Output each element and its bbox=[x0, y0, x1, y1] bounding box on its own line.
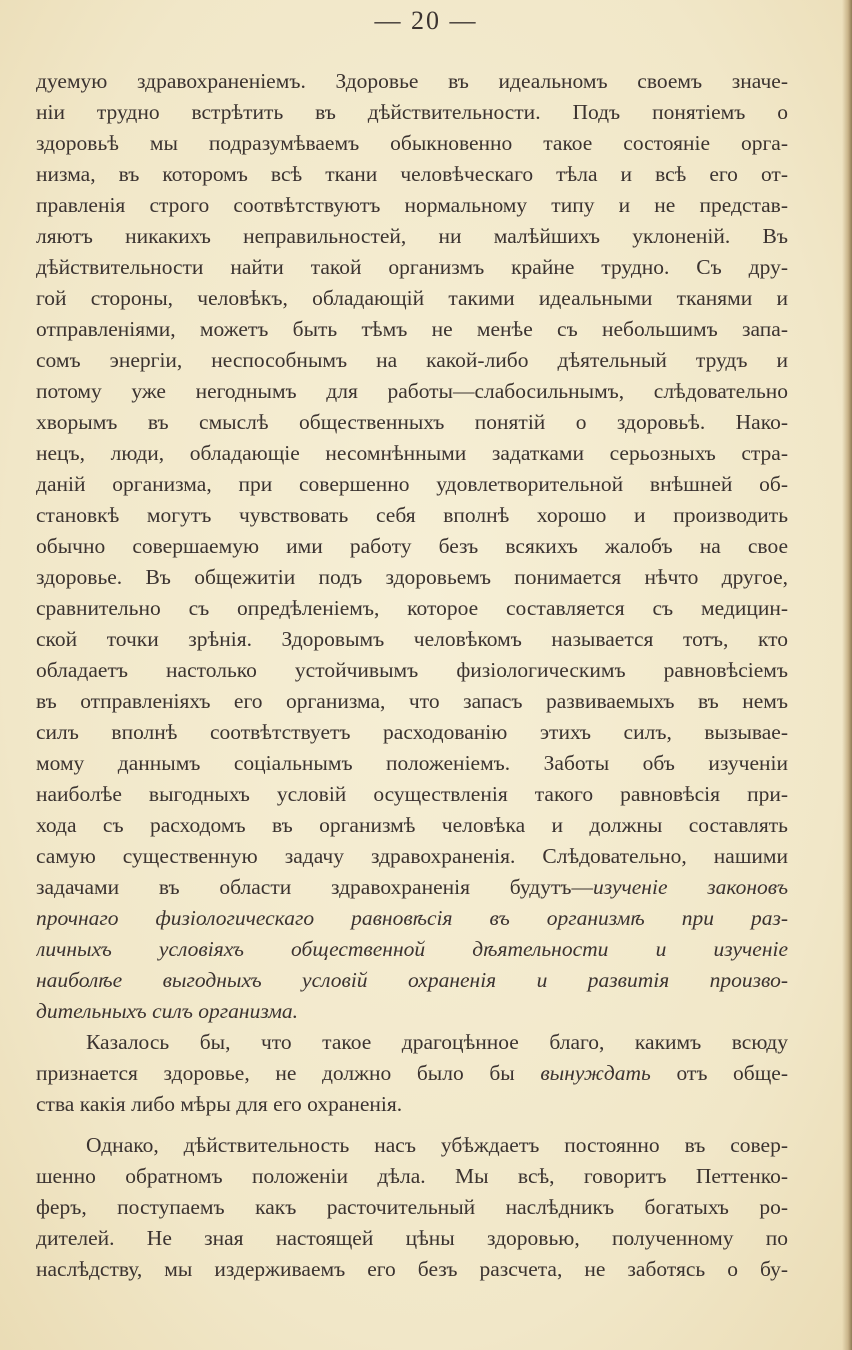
text-line bbox=[36, 593, 788, 624]
text-line-italic: изученіе законовъ bbox=[592, 875, 788, 899]
text-line-plain: обычно совершаемую ими работу безъ всякихъ жалобъ на свое bbox=[36, 534, 788, 558]
text-line-plain: наиболѣе выгодныхъ условій осуществленія такого равновѣсія при- bbox=[36, 782, 788, 806]
text-line-plain: дителей. Не зная настоящей цѣны здоровью, полученному по bbox=[36, 1226, 788, 1250]
text-line-plain: даній организма, при совершенно удовлетворительной внѣшней об- bbox=[36, 472, 788, 496]
text-line bbox=[36, 1254, 788, 1285]
text-line-plain: ской точки зрѣнія. Здоровымъ человѣкомъ называется тотъ, кто bbox=[36, 627, 788, 651]
text-line bbox=[36, 1223, 788, 1254]
text-line bbox=[36, 531, 788, 562]
text-line-plain: самую существенную задачу здравохраненія. Слѣдовательно, нашими bbox=[36, 844, 788, 868]
text-line-plain: правленія строго соотвѣтствуютъ нормальному типу и не представ- bbox=[36, 193, 788, 217]
text-line bbox=[36, 438, 788, 469]
text-line-plain: потому уже негоднымъ для работы—слабосильнымъ, слѣдовательно bbox=[36, 379, 788, 403]
text-line-plain: шенно обратномъ положеніи дѣла. Мы всѣ, говоритъ Петтенко- bbox=[36, 1164, 788, 1188]
text-line-plain: низма, въ которомъ всѣ ткани человѣческаго тѣла и всѣ его от- bbox=[36, 162, 788, 186]
text-line bbox=[36, 376, 788, 407]
text-line bbox=[36, 655, 788, 686]
text-line bbox=[36, 1027, 788, 1058]
text-line bbox=[36, 252, 788, 283]
text-line-plain: хода съ расходомъ въ организмѣ человѣка и должны составлять bbox=[36, 813, 788, 837]
text-line bbox=[36, 965, 788, 996]
text-line-plain: обладаетъ настолько устойчивымъ физіологическимъ равновѣсіемъ bbox=[36, 658, 788, 682]
text-line bbox=[36, 717, 788, 748]
text-line-plain: Казалось бы, что такое драгоцѣнное благо, какимъ всюду bbox=[86, 1030, 788, 1054]
text-line bbox=[36, 1161, 788, 1192]
text-line-italic: наиболѣе выгодныхъ условій охраненія и развитія произво- bbox=[36, 968, 788, 992]
text-line bbox=[36, 903, 788, 934]
text-line bbox=[36, 686, 788, 717]
text-line-plain: мому даннымъ соціальнымъ положеніемъ. Заботы объ изученіи bbox=[36, 751, 788, 775]
text-line-italic: прочнаго физіологическаго равновѣсія въ организмѣ при раз- bbox=[36, 906, 788, 930]
text-line bbox=[36, 159, 788, 190]
text-line-italic: дительныхъ силъ организма. bbox=[36, 999, 299, 1023]
text-line bbox=[36, 283, 788, 314]
text-line bbox=[36, 1058, 788, 1089]
text-line bbox=[36, 562, 788, 593]
text-line bbox=[36, 190, 788, 221]
text-line-after: отъ обще- bbox=[650, 1061, 788, 1085]
text-line bbox=[36, 345, 788, 376]
text-line-italic: личныхъ условіяхъ общественной дѣятельности и изученіе bbox=[36, 937, 788, 961]
text-line-plain: дѣйствительности найти такой организмъ крайне трудно. Съ дру- bbox=[36, 255, 788, 279]
text-line bbox=[36, 407, 788, 438]
text-line bbox=[36, 314, 788, 345]
text-line-plain: гой стороны, человѣкъ, обладающій такими идеальными тканями и bbox=[36, 286, 788, 310]
text-line bbox=[36, 1130, 788, 1161]
text-line bbox=[36, 1192, 788, 1223]
text-line-plain: наслѣдству, мы издерживаемъ его безъ разсчета, не заботясь о бу- bbox=[36, 1257, 788, 1281]
text-line-plain: здоровье. Въ общежитіи подъ здоровьемъ понимается нѣчто другое, bbox=[36, 565, 788, 589]
text-line-plain: нецъ, люди, обладающіе несомнѣнными задатками серьозныхъ стра- bbox=[36, 441, 788, 465]
text-line-plain: въ отправленіяхъ его организма, что запасъ развиваемыхъ въ немъ bbox=[36, 689, 788, 713]
text-line bbox=[36, 996, 788, 1027]
text-line bbox=[36, 66, 788, 97]
text-line bbox=[36, 221, 788, 252]
text-line-italic: вынуждать bbox=[540, 1061, 651, 1085]
text-line bbox=[36, 810, 788, 841]
page-edge bbox=[842, 0, 852, 1350]
text-line-plain: ства какія либо мѣры для его охраненія. bbox=[36, 1092, 403, 1116]
text-line-plain: феръ, поступаемъ какъ расточительный наслѣдникъ богатыхъ ро- bbox=[36, 1195, 788, 1219]
text-line-plain: сравнительно съ опредѣленіемъ, которое составляется съ медицин- bbox=[36, 596, 788, 620]
text-line bbox=[36, 779, 788, 810]
text-line-plain: становкѣ могутъ чувствовать себя вполнѣ хорошо и производить bbox=[36, 503, 788, 527]
text-line bbox=[36, 748, 788, 779]
text-line-plain: сомъ энергіи, неспособнымъ на какой-либо дѣятельный трудъ и bbox=[36, 348, 788, 372]
text-line bbox=[36, 872, 788, 903]
page-number: — 20 — bbox=[374, 6, 478, 35]
text-line bbox=[36, 469, 788, 500]
text-line-plain: признается здоровье, не должно было бы bbox=[36, 1061, 541, 1085]
text-line-plain: хворымъ въ смыслѣ общественныхъ понятій о здоровьѣ. Нако- bbox=[36, 410, 788, 434]
text-line bbox=[36, 934, 788, 965]
text-line-plain: силъ вполнѣ соотвѣтствуетъ расходованію этихъ силъ, вызывае- bbox=[36, 720, 788, 744]
text-line bbox=[36, 1089, 788, 1120]
text-line bbox=[36, 128, 788, 159]
text-line-plain: Однако, дѣйствительность насъ убѣждаетъ постоянно въ совер- bbox=[86, 1133, 788, 1157]
text-line-plain: отправленіями, можетъ быть тѣмъ не менѣе съ небольшимъ запа- bbox=[36, 317, 788, 341]
text-line bbox=[36, 841, 788, 872]
text-line-plain: здоровьѣ мы подразумѣваемъ обыкновенно такое состояніе орга- bbox=[36, 131, 788, 155]
text-line-plain: дуемую здравохраненіемъ. Здоровье въ идеальномъ своемъ значе- bbox=[36, 69, 788, 93]
text-line-plain: ніи трудно встрѣтить въ дѣйствительности. Подъ понятіемъ о bbox=[36, 100, 788, 124]
body-text bbox=[36, 66, 788, 1285]
text-line-plain: ляютъ никакихъ неправильностей, ни малѣйшихъ уклоненій. Въ bbox=[36, 224, 788, 248]
text-line bbox=[36, 624, 788, 655]
text-line bbox=[36, 500, 788, 531]
text-line-plain: задачами въ области здравохраненія будутъ— bbox=[36, 875, 593, 899]
text-line bbox=[36, 97, 788, 128]
